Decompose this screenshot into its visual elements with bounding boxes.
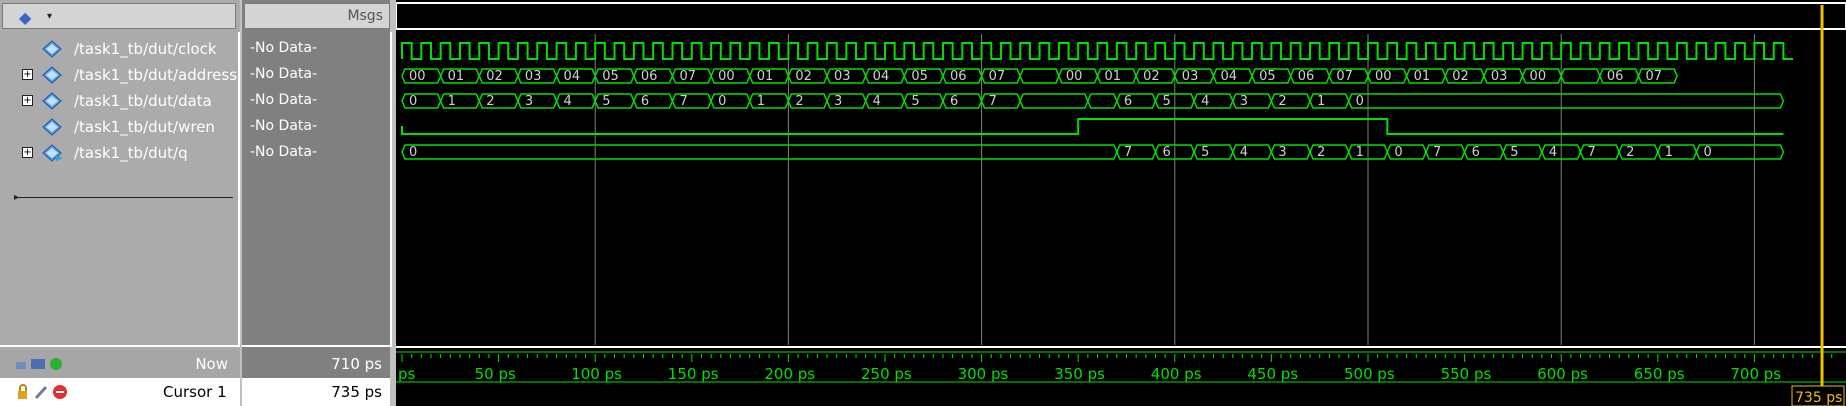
lock-icon (18, 391, 27, 399)
q-value-label: 4 (1548, 145, 1558, 160)
data-segment (1310, 94, 1349, 108)
signal-diamond-icon (40, 66, 64, 84)
q-value-label: 3 (1278, 145, 1287, 160)
data-segment (866, 94, 905, 108)
address-value-label: 04 (563, 69, 581, 84)
cursor-time-label: 735 ps (1795, 390, 1843, 406)
address-value-label: 01 (447, 69, 465, 84)
now-value: 710 ps (331, 355, 382, 373)
ruler-tick-label: 600 ps (1537, 365, 1588, 383)
address-value-label: 03 (1490, 69, 1508, 84)
data-segment (1117, 94, 1156, 108)
address-value-label: 06 (949, 69, 967, 84)
cursor-row[interactable] (0, 378, 240, 406)
address-value-label: 07 (988, 69, 1006, 84)
now-value-cell (242, 350, 390, 378)
monitor-icon (31, 359, 45, 369)
address-value-label: 04 (1220, 69, 1237, 84)
q-segment (1465, 145, 1504, 159)
msgs-header-label: Msgs (347, 8, 383, 24)
q-segment (402, 145, 1117, 159)
ruler-tick-label: 100 ps (571, 365, 622, 383)
waveform-header-strip (396, 3, 1846, 29)
ruler-tick-label: 150 ps (667, 365, 719, 383)
address-value-label: 02 (795, 69, 812, 84)
ruler-tick-label: 300 ps (957, 365, 1009, 383)
clock-wave (402, 43, 1793, 59)
data-value-label: 0 (409, 94, 418, 109)
q-segment (1581, 145, 1620, 159)
q-value-label: 2 (1626, 145, 1635, 160)
address-value-label: 00 (1529, 69, 1547, 84)
data-segment (1233, 94, 1272, 108)
ruler-tick-label: 400 ps (1150, 365, 1202, 383)
q-segment (1387, 145, 1426, 159)
data-value-label: 3 (834, 94, 843, 109)
msgs-header (244, 3, 390, 29)
q-segment (1271, 145, 1310, 159)
value-text: -No Data- (250, 66, 318, 82)
signal-name: /task1_tb/dut/wren (74, 118, 215, 136)
data-segment (1194, 94, 1233, 108)
data-value-label: 1 (756, 94, 766, 109)
address-value-label: 05 (911, 69, 928, 84)
q-segment (1117, 145, 1156, 159)
data-segment (634, 94, 673, 108)
address-value-label: 06 (1606, 69, 1624, 84)
data-segment (788, 94, 827, 108)
signal-diamond-icon (40, 118, 64, 136)
signal-name: /task1_tb/dut/clock (74, 40, 217, 58)
data-segment (557, 94, 596, 108)
value-text: -No Data- (250, 40, 318, 56)
data-value-label: 5 (602, 94, 611, 109)
data-value-label: 6 (949, 94, 959, 109)
ruler-tick-label: 650 ps (1633, 365, 1685, 383)
signal-name: /task1_tb/dut/q (74, 144, 188, 162)
value-text: -No Data- (250, 144, 318, 160)
q-value-label: 4 (1239, 145, 1249, 160)
q-value-label: 6 (1471, 145, 1480, 160)
signal-row-address[interactable] (0, 62, 238, 88)
address-value-label: 05 (1259, 69, 1276, 84)
data-value-label: 1 (447, 94, 456, 109)
signal-diamond-icon (40, 40, 64, 58)
now-tool-icons[interactable] (16, 356, 70, 372)
waveform-canvas[interactable] (396, 0, 1846, 406)
value-text: -No Data- (250, 118, 318, 134)
data-segment (904, 94, 943, 108)
q-value-label: 7 (1432, 145, 1442, 160)
data-value-label: 4 (1201, 94, 1210, 109)
address-value-label: 07 (1336, 69, 1353, 84)
signal-value (246, 88, 386, 114)
signal-value (246, 140, 386, 166)
signal-name: /task1_tb/dut/data (74, 92, 212, 110)
q-value-label: 0 (409, 145, 418, 160)
address-value-label: 01 (756, 69, 774, 84)
q-value-label: 5 (1510, 145, 1519, 160)
cursor-value: 735 ps (331, 383, 382, 401)
address-value-label: 00 (718, 69, 735, 84)
data-value-label: 2 (1278, 94, 1287, 109)
data-value-label: 7 (988, 94, 997, 109)
q-value-label: 2 (1317, 145, 1326, 160)
q-segment (1426, 145, 1465, 159)
data-segment (441, 94, 480, 108)
data-value-label: 4 (872, 94, 881, 109)
signal-value (246, 114, 386, 140)
data-segment (1088, 94, 1117, 108)
wrench-icon (36, 387, 46, 398)
name-header (2, 3, 236, 29)
signal-name: /task1_tb/dut/address (74, 66, 238, 84)
ruler-tick-label: ps (398, 365, 416, 383)
waveform-pane[interactable] (396, 0, 1846, 406)
q-value-label: 6 (1162, 145, 1171, 160)
value-text: -No Data- (250, 92, 318, 108)
signal-row-q[interactable] (0, 140, 238, 166)
data-segment (1020, 94, 1088, 108)
q-segment (1194, 145, 1233, 159)
data-segment (827, 94, 866, 108)
address-value-label: 03 (524, 69, 542, 84)
q-value-label: 5 (1201, 145, 1210, 160)
address-value-label: 02 (1452, 69, 1469, 84)
data-value-label: 6 (640, 94, 650, 109)
ruler-tick-label: 350 ps (1054, 365, 1105, 383)
data-value-label: 7 (679, 94, 688, 109)
insert-marker (18, 197, 233, 198)
signal-value (246, 36, 386, 62)
data-value-label: 1 (1317, 94, 1326, 109)
ruler-tick-label: 500 ps (1344, 365, 1395, 383)
address-value-label: 07 (679, 69, 697, 84)
ruler-tick-label: 450 ps (1247, 365, 1299, 383)
expand-plus-icon[interactable]: + (23, 95, 32, 106)
address-value-label: 01 (1104, 69, 1122, 84)
data-value-label: 3 (524, 94, 534, 109)
address-value-label: 03 (834, 69, 851, 84)
hierarchy-icon[interactable]: ◆ (19, 8, 32, 27)
signal-value (246, 62, 386, 88)
q-segment (1503, 145, 1542, 159)
chevron-down-icon[interactable]: ▾ (47, 11, 53, 22)
data-value-label: 4 (563, 94, 572, 109)
signal-list (0, 32, 240, 347)
signal-diamond-icon (40, 92, 64, 110)
data-value-label: 6 (1123, 94, 1133, 109)
cursor-tool-icons[interactable] (16, 383, 76, 401)
address-value-label: 06 (640, 69, 658, 84)
wren-wave (402, 119, 1783, 134)
address-value-label: 07 (1645, 69, 1663, 84)
data-segment (943, 94, 982, 108)
signal-row-wren[interactable] (0, 114, 238, 140)
data-segment (1349, 94, 1784, 108)
address-value-label: 00 (1065, 69, 1083, 84)
value-list (242, 32, 392, 347)
ruler-tick-label: 250 ps (861, 365, 912, 383)
address-segment (1020, 69, 1059, 83)
add-cursor-icon (50, 358, 62, 370)
signal-row-clock[interactable] (0, 36, 238, 62)
edit-icon (16, 362, 26, 369)
address-value-label: 01 (1413, 69, 1431, 84)
now-label: Now (195, 355, 228, 373)
signal-row-data[interactable] (0, 88, 238, 114)
data-segment (711, 94, 750, 108)
q-value-label: 1 (1355, 145, 1364, 160)
data-value-label: 3 (1239, 94, 1249, 109)
insert-arrow-icon: ▸ (14, 192, 20, 203)
data-segment (982, 94, 1021, 108)
q-segment (1310, 145, 1349, 159)
data-segment (1271, 94, 1310, 108)
ruler-tick-label: 200 ps (764, 365, 816, 383)
data-value-label: 0 (718, 94, 727, 109)
data-value-label: 0 (1355, 94, 1364, 109)
address-value-label: 02 (486, 69, 503, 84)
address-value-label: 03 (1181, 69, 1199, 84)
signal-output-icon (40, 144, 64, 162)
data-value-label: 2 (795, 94, 804, 109)
q-value-label: 0 (1394, 145, 1403, 160)
data-segment (672, 94, 711, 108)
now-row (0, 350, 240, 378)
address-value-label: 00 (409, 69, 426, 84)
data-value-label: 5 (911, 94, 920, 109)
expand-plus-icon[interactable]: + (23, 147, 32, 158)
data-segment (402, 94, 441, 108)
q-value-label: 0 (1703, 145, 1712, 160)
q-segment (1658, 145, 1697, 159)
address-value-label: 00 (1375, 69, 1392, 84)
cursor-label: Cursor 1 (163, 383, 227, 401)
data-segment (518, 94, 557, 108)
address-value-label: 04 (872, 69, 890, 84)
address-value-label: 06 (1297, 69, 1315, 84)
ruler-tick-label: 700 ps (1730, 365, 1782, 383)
q-segment (1233, 145, 1272, 159)
q-segment (1619, 145, 1658, 159)
data-segment (595, 94, 634, 108)
address-value-label: 02 (1143, 69, 1160, 84)
data-segment (750, 94, 789, 108)
data-segment (479, 94, 518, 108)
ruler-tick-label: 550 ps (1440, 365, 1492, 383)
cursor-value-cell (242, 378, 390, 406)
ruler-tick-label: 50 ps (474, 365, 516, 383)
address-value-label: 05 (602, 69, 619, 84)
data-value-label: 5 (1162, 94, 1171, 109)
expand-plus-icon[interactable]: + (23, 69, 32, 80)
q-value-label: 7 (1587, 145, 1596, 160)
q-value-label: 1 (1664, 145, 1674, 160)
data-value-label: 2 (486, 94, 495, 109)
q-value-label: 7 (1123, 145, 1133, 160)
address-segment (1561, 69, 1600, 83)
